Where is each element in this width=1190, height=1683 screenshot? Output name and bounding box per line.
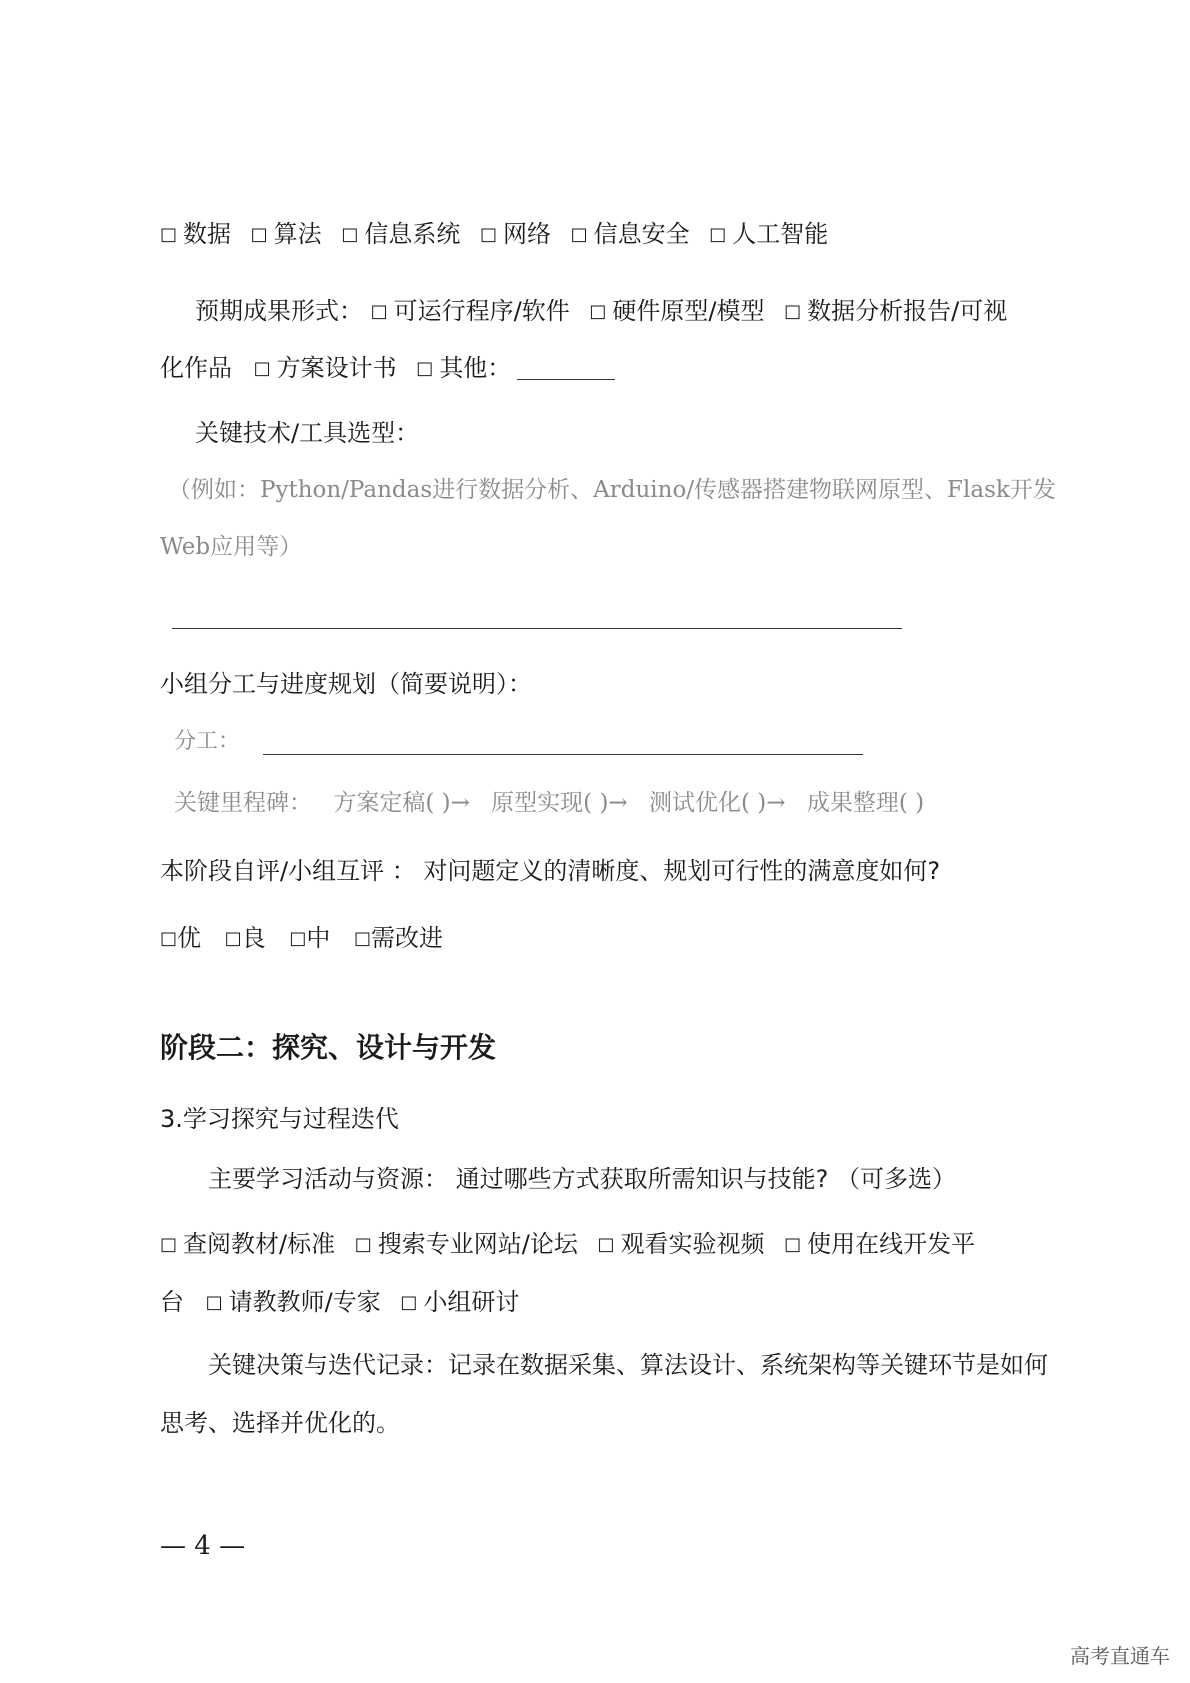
checkbox-icon[interactable]: □ xyxy=(784,1234,802,1255)
milestone-item: 方案定稿( )→ xyxy=(333,790,470,816)
checkbox-icon[interactable]: □ xyxy=(570,224,588,245)
checkbox-icon[interactable]: □ xyxy=(353,928,371,949)
tools-label: 关键技术/工具选型： xyxy=(195,419,420,447)
checkbox-option[interactable]: □ 搜索专业网站/论坛 xyxy=(354,1230,578,1258)
checkbox-icon[interactable]: □ xyxy=(250,224,268,245)
outcome-label: 预期成果形式： xyxy=(195,297,363,325)
milestones-label: 关键里程碑： xyxy=(174,790,312,816)
checkbox-option[interactable]: □需改进 xyxy=(353,924,443,952)
checkbox-icon[interactable]: □ xyxy=(224,928,242,949)
checkbox-option[interactable]: □ 数据 xyxy=(160,220,232,248)
decisions-line-1: 关键决策与迭代记录：记录在数据采集、算法设计、系统架构等关键环节是如何 xyxy=(208,1351,1048,1379)
division-answer-line[interactable] xyxy=(263,754,863,755)
checkbox-option[interactable]: □ 观看实验视频 xyxy=(597,1230,765,1258)
tools-answer-line[interactable] xyxy=(172,628,902,629)
checkbox-option[interactable]: □ 查阅教材/标准 xyxy=(160,1230,336,1258)
stage2-heading: 阶段二：探究、设计与开发 xyxy=(160,1031,497,1064)
milestone-item: 原型实现( )→ xyxy=(491,790,628,816)
plan-title: 小组分工与进度规划（简要说明）： xyxy=(160,670,532,698)
evaluation-options xyxy=(160,922,459,955)
division-label: 分工： xyxy=(174,729,241,754)
milestone-item: 成果整理( ) xyxy=(806,790,925,816)
checkbox-option[interactable]: □ 小组研讨 xyxy=(400,1288,520,1316)
checkbox-icon[interactable]: □ xyxy=(289,928,307,949)
checkbox-option[interactable]: □ 使用在线开发平 xyxy=(784,1230,976,1258)
checkbox-icon[interactable]: □ xyxy=(341,224,359,245)
checkbox-icon[interactable]: □ xyxy=(205,1292,223,1313)
checkbox-option[interactable]: □ 硬件原型/模型 xyxy=(589,297,765,325)
checkbox-icon[interactable]: □ xyxy=(160,928,178,949)
checkbox-icon[interactable]: □ xyxy=(370,301,388,322)
evaluation-question: 本阶段自评/小组互评 ： 对问题定义的清晰度、规划可行性的满意度如何? xyxy=(160,857,941,885)
checkbox-option-other[interactable]: □ 其他： xyxy=(416,352,615,385)
checkbox-option[interactable]: □ 信息系统 xyxy=(341,220,461,248)
milestones xyxy=(174,787,924,819)
activities-line-2: 台 □ 请教教师/专家 □ 小组研讨 xyxy=(160,1286,519,1319)
checkbox-option[interactable]: □良 xyxy=(224,924,266,952)
checkbox-option[interactable]: □ 数据分析报告/可视 xyxy=(784,297,1008,325)
activities-question: 主要学习活动与资源： 通过哪些方式获取所需知识与技能? （可多选） xyxy=(208,1165,956,1193)
checkbox-icon[interactable]: □ xyxy=(400,1292,418,1313)
checkbox-option[interactable]: □ 算法 xyxy=(250,220,322,248)
outcome-line-2: 化作品 □ 方案设计书 □ 其他： xyxy=(160,352,615,385)
decisions-line-2: 思考、选择并优化的。 xyxy=(160,1409,400,1437)
tools-example-line-1: （例如：Python/Pandas进行数据分析、Arduino/传感器搭建物联网原型、Flask开发 xyxy=(168,477,1056,503)
checkbox-icon[interactable]: □ xyxy=(784,301,802,322)
checkbox-icon[interactable]: □ xyxy=(253,358,271,379)
watermark: 高考直通车 xyxy=(1070,1644,1170,1668)
checkbox-icon[interactable]: □ xyxy=(354,1234,372,1255)
outcome-line-1 xyxy=(195,295,1007,328)
tools-example-line-2: Web应用等） xyxy=(160,534,303,560)
checkbox-option[interactable]: □ 信息安全 xyxy=(570,220,690,248)
section-title: 3.学习探究与过程迭代 xyxy=(160,1105,399,1133)
activities-line-1 xyxy=(160,1228,975,1261)
checkbox-icon[interactable]: □ xyxy=(479,224,497,245)
checkbox-icon[interactable]: □ xyxy=(709,224,727,245)
page-number: — 4 — xyxy=(160,1531,246,1561)
checkbox-icon[interactable]: □ xyxy=(160,224,178,245)
checkbox-option[interactable]: □ 请教教师/专家 xyxy=(205,1288,381,1316)
checkbox-icon[interactable]: □ xyxy=(416,358,434,379)
checkbox-icon[interactable]: □ xyxy=(589,301,607,322)
checkbox-option[interactable]: □优 xyxy=(160,924,202,952)
checkbox-option[interactable]: □ 方案设计书 xyxy=(253,354,397,382)
domain-options xyxy=(160,218,828,251)
checkbox-icon[interactable]: □ xyxy=(597,1234,615,1255)
checkbox-option[interactable]: □中 xyxy=(289,924,331,952)
checkbox-option[interactable]: □ 人工智能 xyxy=(709,220,829,248)
checkbox-option[interactable]: □ 可运行程序/软件 xyxy=(370,297,570,325)
checkbox-option[interactable]: □ 网络 xyxy=(479,220,551,248)
milestone-item: 测试优化( )→ xyxy=(649,790,786,816)
checkbox-icon[interactable]: □ xyxy=(160,1234,178,1255)
other-blank[interactable] xyxy=(517,355,615,380)
